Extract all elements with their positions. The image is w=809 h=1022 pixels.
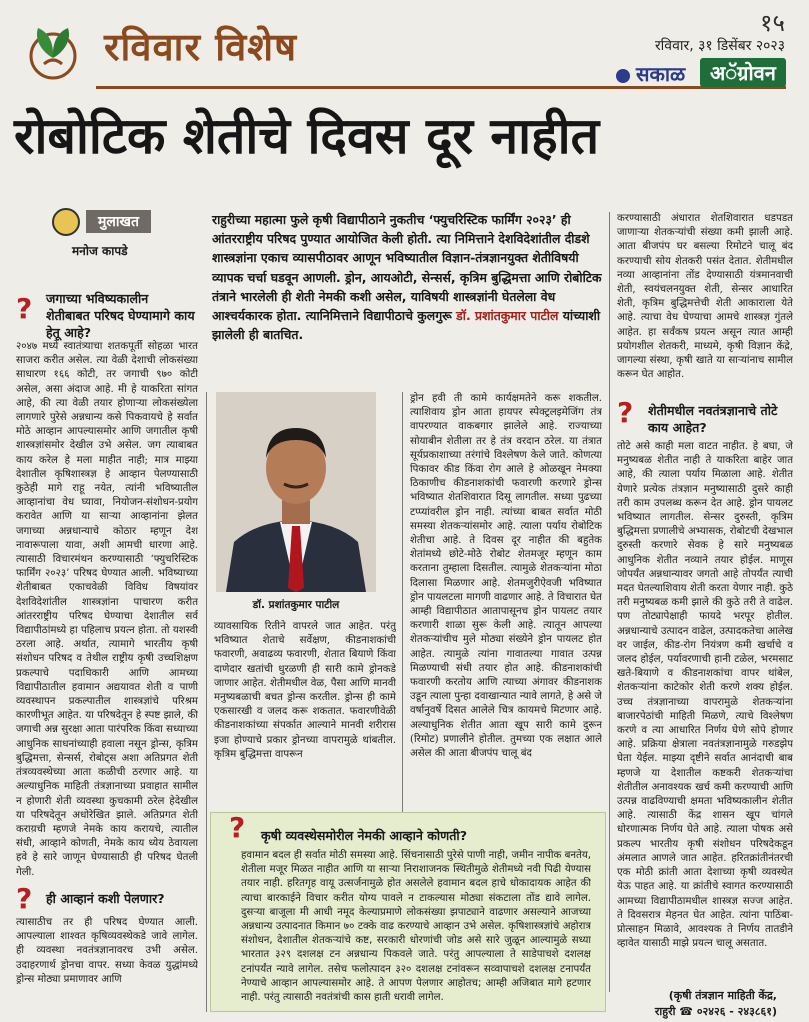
- question-2: ही आव्हानं कशी पेलणार?: [46, 891, 165, 906]
- agrowon-leaf-logo-icon: [22, 18, 84, 80]
- sakal-logo-icon: [616, 69, 630, 83]
- interview-bee-icon: [52, 208, 80, 236]
- section-tag: मुलाखत: [86, 210, 151, 233]
- answer-3: तोटे असे काही मला वाटत नाहीत. हे बघा, जे मनुष्यबळ शेतीत नाही ते याकरिता बाहेर जात आहे, की त्याला पर्याय मिळाला आहे. शेतीत येणारे प्रत्येक तंत्रज्ञान मनुष्यासाठी दुसरे काही तरी काम उपलब्ध करून देत आहे. ड्रोन पायलट भविष्यात लागतील. सेन्सर दुरुस्ती, कृत्रिम बुद्धिमत्ता प्रणालीचे अभ्यासक, रोबोटची देखभाल दुरुस्ती करणारे सेवक हे सारे मनुष्यबळ आधुनिक शेतीत नव्याने तयार होईल. माणूस जोपर्यंत अन्नधान्यावर जगतो आहे तोपर्यंत त्याची मदत घेतल्याशिवाय शेती करता येणार नाही. कुठे तरी मनुष्यबळ कमी झाले की कुठे तरी ते वाढेल. पण तोट्यापेक्षाही फायदे भरपूर होतील. अन्नधान्याचे उत्पादन वाढेल, उत्पादकतेचा आलेख वर जाईल, कीड-रोग नियंत्रण कमी खर्चाचे व जलद होईल, पर्यावरणाची हानी टळेल, भरमसाट खते-बियाणे व कीडनाशकांचा वापर थांबेल, शेतकऱ्यांना काटेकोर शेती करणे शक्य होईल. उच्च तंत्रज्ञानाच्या वापरामुळे शेतकऱ्यांना बाजारपेठांची माहिती मिळणे, त्याचे विश्‍लेषण करणे व त्या आधारित निर्णय घेणे सोपे होणार आहे. प्रक्रिया क्षेत्राला नवतंत्रज्ञानामुळे गरुडझेप घेता येईल. माझ्या दृष्टीने सर्वात आनंदाची बाब म्हणजे या देशातील कष्टकरी शेतकऱ्यांचा शेतीतील अनावश्यक खर्च कमी करण्याची आणि उत्पन्न वाढविण्याची क्षमता भविष्यकालीन शेतीत आहे. त्यासाठी केंद्र शासन खूप चांगले धोरणात्मक निर्णय घेते आहे. त्याला पोषक असे प्रकल्प भारतीय कृषी संशोधन परिषदेकडून अंमलात आणले जात आहेत. हरितक्रांतीनंतरची एक मोठी क्रांती आता देशाच्या कृषी व्यवस्थेत येऊ पाहत आहे. या क्रांतीचे स्वागत करण्यासाठी आमच्या विद्यापीठामधील शास्त्रज्ञ सज्ज आहेत. ते दिवसरात्र मेहनत घेत आहेत. त्यांना पाठिंबा-प्रोत्साहन मिळावे, आवश्यक ते निर्णय तातडीने व्हावेत यासाठी माझे प्रयत्न चालू असतात.: [617, 441, 793, 950]
- box-question: कृषी व्यवस्थेसमोरील नेमकी आव्हाने कोणती?: [261, 828, 468, 843]
- intro-text: राहुरीच्या महात्मा फुले कृषी विद्यापीठाने नुकतीच ‘फ्युचरिस्टिक फार्मिंग २०२३’ ही आंतरराष्ट्रीय परिषद पुण्यात आयोजित केली होती. त्या निमित्ताने देशविदेशांतील दीडशे शास्त्रज्ञांना एकाच व्यासपीठावर आणून भविष्यातील विज्ञान-तंत्रज्ञानयुक्त शेतीविषयी व्यापक चर्चा घडवून आणली. ड्रोन, आयओटी, सेन्सर्स, कृत्रिम बुद्धिमत्ता आणि रोबोटिक तंत्राने भारलेली ही शेती नेमकी कशी असेल, याविषयी शास्त्रज्ञांनी घेतलेला वेध आश्‍चर्यकारक होता. त्यानिमित्ताने विद्यापीठाचे कुलगुरू: [212, 212, 602, 324]
- page-number: १५: [760, 9, 785, 37]
- column-2-text: व्यावसायिक रितीने वापरले जात आहेत. परंतु भविष्यात शेताचे सर्वेक्षण, कीडनाशकांची फवारणी, अवाढव्य फवारणी, शेतात बियाणे किंवा दाणेदार खतांची धुरळणी ही सारी कामे ड्रोनकडे जाणार आहेत. शेतीमधील वेळ, पैसा आणि मानवी मनुष्यबळाची बचत ड्रोन्स करतील. ड्रोन्स ही कामे एकसारखी व जलद करू शकतात. फवारणीवेळी कीडनाशकांच्या संपर्कात आल्याने मानवी शरीरास इजा होण्याचे प्रकार ड्रोनच्या वापरामुळे थांबतील. कृत्रिम बुद्धिमत्ता वापरून: [214, 621, 396, 760]
- column-3-text: ड्रोन हवी ती कामे कार्यक्षमतेने करू शकतील. त्याशिवाय ड्रोन आता हायपर स्पेक्ट्रलइमेजिंग तंत्र वापरण्यात वाकबगार झालेले आहे. राज्याच्या सोयाबीन शेतीला तर हे तंत्र वरदान ठरेल. या तंत्रात सूर्यप्रकाशाच्या तरंगांचे विश्‍लेषण केले जाते. कोणत्या पिकावर कीड किंवा रोग आले हे ओळखून नेमक्या ठिकाणीच कीडनाशकांची फवारणी करणारे ड्रोन्स भविष्यात शेतशिवारात दिसू लागतील. सध्या पुढच्या टप्प्यांवरील ड्रोन नाही. त्यांच्या बाबत सर्वात मोठी समस्या शेतकऱ्यांसमोर आहे. त्याला पर्याय रोबोटिक शेतीचा आहे. ते दिवस दूर नाहीत की बहुतेक शेतांमध्ये छोटे-मोठे रोबोट शेतमजूर म्हणून काम करताना तुम्हाला दिसतील. त्यामुळे शेतकऱ्यांना मोठा दिलासा मिळणार आहे. शेतमजुरीऐवजी भविष्यात ड्रोन पायलटला मागणी वाढणार आहे. ते विचारात घेत आम्ही विद्यापीठात आतापासूनच ड्रोन पायलट तयार करणारी शाळा सुरू केली आहे. त्यातून आपल्या शेतकऱ्यांचीच मुले मोठ्या संख्येने ड्रोन पायलट होत आहेत. त्यामुळे त्यांना गावातल्या गावात उत्पन्न मिळण्याची संधी तयार होत आहे. कीडनाशकांची फवारणी करतोय आणि त्याच्या अंगावर कीडनाशक उडून त्याला पुन्हा दवाखान्यात न्यावे लागते, हे असे जे वर्षानुवर्षे दिसत आलेले चित्र कायमचे मिटणार आहे. अल्याधुनिक शेतीत आता खूप सारी कामे दुरून (रिमोट) प्रणालीने होतील. तुमच्या एक लक्षात आले असेल की आता बीजपंप चालू बंद: [410, 393, 602, 760]
- question-3: शेतीमधील नवतंत्रज्ञानाचे तोटे काय आहेत?: [648, 403, 778, 435]
- section-title: रविवार विशेष: [104, 25, 298, 69]
- answer-2: त्यासाठीच तर ही परिषद घेण्यात आली. आपल्याला शाश्‍वत कृषिव्यवस्थेकडे जावे लागेल. ही व्यवस्था नवतंत्रज्ञानावरच उभी असेल. उदाहरणार्थ ड्रोनचा वापर. सध्या केवळ युद्धांमध्ये ड्रोन्स मोठ्या प्रमाणावर आणि: [16, 917, 198, 985]
- person-portrait-icon: [216, 392, 376, 592]
- portrait-photo: [216, 392, 376, 592]
- author-name: मनोज कापडे: [72, 244, 128, 258]
- headline: रोबोटिक शेतीचे दिवस दूर नाहीत: [14, 107, 600, 165]
- agrowon-masthead: अॅग्रोवन: [700, 58, 786, 87]
- credit-line-2: राहुरी ☎ ०२४२६ - २४३८६१): [654, 1005, 777, 1018]
- intro-text-end: यांच्याशी झालेली ही बातचित.: [212, 308, 601, 343]
- credit-line-1: (कृषी तंत्रज्ञान माहिती केंद्र,: [668, 989, 777, 1002]
- question-mark-icon: ?: [16, 292, 33, 325]
- box-text: हवामान बदल ही सर्वात मोठी समस्या आहे. सिंचनासाठी पुरेसे पाणी नाही, जमीन नापीक बनतेय, शेतीला मजूर मिळत नाहीत आणि या साऱ्या निराशाजनक स्थितीमुळे शेतीमध्ये नवी पिढी येण्यास तयार नाही. हरितगृह वायू उत्सर्जनामुळे होत असलेले हवामान बदल हाचे धोकादायक आहेत की त्याचा बारकाईने विचार करीत योग्य पावले न टाकल्यास मोठ्या संकटाला तोंड द्यावे लागेल. दुसऱ्या बाजूला मी आधी नमूद केल्याप्रमाणे लोकसंख्या झपाट्याने वाढणार असल्याने आजच्या अन्नधान्य उत्पादनात किमान ७० टक्के वाढ करण्याचे आव्हान उभे असेल. कृषिशास्त्रज्ञांचे अहोरात्र संशोधन, देशातील शेतकऱ्यांचे कष्ट, सरकारी धोरणांची जोड असे सारे जुळून आल्यामुळे सध्या भारतात ३२९ दशलक्ष टन अन्नधान्य पिकवले जाते. परंतु आपल्याला ते साडेपाचशे दशलक्ष टनांपर्यंत न्यावे लागेल. तसेच फलोत्पादन ३२० दशलक्ष टनांवरून सव्वापाचशे दशलक्ष टनापर्यंत नेण्याचे आव्हान आपल्यासमोर आहे. ते आपण पेलणार आहोतच; आम्ही अजिबात मागे हटणार नाही. परंतु त्यासाठी नवतंत्रांची कास हाती धरावी लागेल.: [241, 850, 591, 1004]
- question-mark-icon: ?: [617, 396, 634, 429]
- photo-caption: डॉ. प्रशांतकुमार पाटील: [252, 599, 340, 611]
- column-divider: [402, 392, 403, 812]
- answer-1: २०४७ मध्ये स्वातंत्र्याचा शतकपूर्ती सोहळा भारत साजरा करीत असेल. त्या वेळी देशाची लोकसंख्या साधारण १६६ कोटी, तर जगाची ९७० कोटी असेल, असा अंदाज आहे. मी हे याकरिता सांगत आहे, की त्या वेळी तयार होणाऱ्या लोकसंख्येला लागणारे पुरेसे अन्नधान्य कसे पिकवायचे हे सर्वात मोठे आव्हान आपल्यासमोर आणि जगातील कृषी शास्त्रज्ञांसमोर देखील उभे असेल. जग त्याबाबत काय करेल हे मला माहीत नाही; मात्र माझ्या देशातील कृषिशास्त्रज्ञ हे आव्हान पेलण्यासाठी कुठेही मागे राहू नयेत, त्यांनी भविष्यातील आव्हानांचा वेध घ्यावा, नियोजन-संशोधन-प्रयोग करावेत आणि या साऱ्या आव्हानांना झेलत जगाच्या अन्नधान्याचे कोठार म्हणून देश नावारूपाला यावा, अशी आमची धारणा आहे. त्यासाठी विचारमंथन करण्यासाठी ‘फ्युचरिस्टिक फार्मिंग २०२३’ परिषद घेण्यात आली. भविष्याच्या शेतीबाबत एकाचवेळी विविध विषयांवर देशविदेशांतील शास्त्रज्ञांना पाचारण करीत आंतरराष्ट्रीय परिषद घेण्याचा देशातील सर्व विद्यापीठांमध्ये हा पहिलाच प्रयत्न होता. तो यशस्वी ठरला आहे. अर्थात, त्यामागे भारतीय कृषी संशोधन परिषद व तेथील राष्ट्रीय कृषी उच्चशिक्षण प्रकल्पाचे पदाधिकारी आणि आमच्या विद्यापीठातील हवामान अद्ययावत शेती व पाणी व्यवस्थापन प्रकल्पातील शास्त्रज्ञांचे परिश्रम कारणीभूत आहेत. या परिषदेतून हे स्पष्ट झाले, की जगाची अन्न सुरक्षा आता पारंपरिक किंवा सध्याच्या आधुनिक साधनांच्याही हवाला नसून ड्रोन्स, कृत्रिम बुद्धिमत्ता, सेन्सर्स, रोबोट्स अशा अतिप्रगत शेती तंत्रव्यवस्थेच्या आता कळीची ठरणार आहे. या अल्याधुनिक माहिती तंत्रज्ञानाच्या प्रवाहात सामील न होणारी शेती व्यवस्था कुचकामी ठरेल हेदेखील या परिषदेतून अधोरेखित झाले. अतिप्रगत शेती कराय़ची म्हणजे नेमके काय करायचे, त्यातील संधी, आव्हाने कोणती, नेमके काय ध्येय ठेवायला हवे हे सारे जाणून घेण्यासाठी ही परिषद घेतली गेली.: [16, 341, 198, 878]
- column-divider: [609, 212, 610, 992]
- sakal-label: सकाळ: [636, 62, 686, 86]
- question-mark-icon: ?: [229, 811, 246, 844]
- column-4-text: करण्यासाठी अंधारात शेतशिवारात धडपडत जाणाऱ्या शेतकऱ्यांची संख्या कमी झाली आहे. आता बीजपंप घर बसल्या रिमोटने चालू बंद करण्याची सोय शेतकरी पसंत देतात. शेतीमधील नव्या आव्हानांना तोंड देण्यासाठी यंत्रमानवाची शेती, स्वयंचलनयुक्त शेती, सेन्सर आधारित शेती, कृत्रिम बुद्धिमत्तेची शेती आकाराला येते आहे. त्याचा वेध घेण्याचा आमचे शास्त्रज्ञ गुंतले आहेत. हा सर्वंकष प्रयत्न असून त्यात आम्ही प्रयोगशील शेतकरी, माध्यमे, कृषी विज्ञान केंद्रे, जागल्या संस्था, कृषी खाते या साऱ्यांनाच सामील करून घेत आहोत.: [617, 213, 793, 381]
- challenges-box: [210, 812, 606, 1012]
- intro-highlight-name: डॉ. प्रशांतकुमार पाटील: [456, 308, 559, 324]
- page-header: [0, 0, 809, 100]
- intro-paragraph: [212, 210, 604, 344]
- question-1: जगाच्या भविष्यकालीन शेतीबाबत परिषद घेण्यामागे काय हेतू आहे?: [46, 291, 195, 340]
- sakal-masthead: [616, 60, 685, 87]
- issue-date: रविवार, ३१ डिसेंबर २०२३: [654, 38, 785, 54]
- column-divider: [206, 392, 207, 1012]
- question-mark-icon: ?: [16, 882, 33, 915]
- source-credit: [655, 988, 777, 1020]
